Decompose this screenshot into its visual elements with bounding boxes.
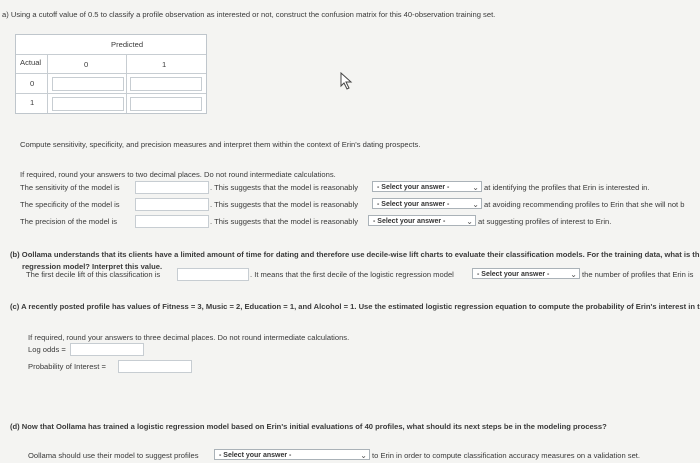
confusion-matrix	[15, 34, 207, 114]
precision-select-text: - Select your answer -	[373, 218, 446, 225]
sensitivity-input[interactable]	[135, 181, 209, 194]
first-decile-select[interactable]	[472, 268, 580, 279]
chevron-down-icon: ⌄	[466, 217, 473, 226]
chevron-down-icon: ⌄	[472, 200, 479, 209]
sensitivity-tail: at identifying the profiles that Erin is interested in.	[484, 183, 650, 192]
sensitivity-label: The sensitivity of the model is	[20, 183, 120, 192]
next-steps-tail: to Erin in order to compute classification accuracy measures on a validation set.	[372, 451, 641, 460]
precision-input[interactable]	[135, 215, 209, 228]
col-header-1: 1	[162, 60, 167, 69]
specificity-tail: at avoiding recommending profiles to Erin that she will not b	[484, 200, 685, 209]
actual-header: Actual	[20, 58, 42, 67]
first-decile-select-text: - Select your answer -	[477, 271, 550, 278]
specificity-select[interactable]	[372, 198, 482, 209]
specificity-input[interactable]	[135, 198, 209, 211]
sensitivity-suggest: . This suggests that the model is reasonably	[210, 183, 359, 192]
mouse-cursor-icon	[340, 72, 354, 90]
precision-label: The precision of the model is	[20, 217, 118, 226]
part-a-question: a) Using a cutoff value of 0.5 to classify a profile observation as interested or not, construct the confusion matrix for this 40-observation training set.	[2, 10, 496, 19]
cell-actual0-pred1[interactable]	[130, 77, 202, 91]
specificity-label: The specificity of the model is	[20, 200, 120, 209]
cell-actual1-pred0[interactable]	[52, 97, 124, 111]
next-steps-select[interactable]	[214, 449, 370, 460]
part-b-question-line1: (b) Oollama understands that its clients have a limited amount of time for dating and therefore use decile-wise lift charts to evaluate their classification models. For the training data, what is th	[10, 250, 700, 259]
col-header-0: 0	[84, 60, 89, 69]
probability-label: Probability of Interest =	[28, 362, 106, 371]
specificity-select-text: - Select your answer -	[377, 201, 450, 208]
cell-actual0-pred0[interactable]	[52, 77, 124, 91]
part-c-question: (c) A recently posted profile has values of Fitness = 3, Music = 2, Education = 1, and Alcohol = 1. Use the estimated logistic regression equation to compute the probability of Erin's interest in t	[10, 302, 700, 311]
chevron-down-icon: ⌄	[360, 451, 367, 460]
row-header-0: 0	[30, 79, 35, 88]
next-steps-select-text: - Select your answer -	[219, 452, 292, 459]
compute-instruction: Compute sensitivity, specificity, and precision measures and interpret them within the context of Erin's dating prospects.	[20, 140, 421, 149]
round-note-c: If required, round your answers to three decimal places. Do not round intermediate calculations.	[28, 333, 350, 342]
specificity-suggest: . This suggests that the model is reasonably	[210, 200, 359, 209]
precision-suggest: . This suggests that the model is reasonably	[210, 217, 359, 226]
precision-select[interactable]	[368, 215, 476, 226]
part-d-question: (d) Now that Oollama has trained a logistic regression model based on Erin's initial evaluations of 40 profiles, what should its next steps be in the modeling process?	[10, 422, 607, 431]
round-note-a: If required, round your answers to two decimal places. Do not round intermediate calculations.	[20, 170, 336, 179]
row-header-1: 1	[30, 98, 35, 107]
first-decile-label: The first decile lift of this classification is	[26, 270, 161, 279]
first-decile-tail: the number of profiles that Erin is	[582, 270, 694, 279]
part-b-question-line2: regression model? Interpret this value.	[22, 262, 163, 271]
cell-actual1-pred1[interactable]	[130, 97, 202, 111]
log-odds-label: Log odds =	[28, 345, 66, 354]
precision-tail: at suggesting profiles of interest to Erin.	[478, 217, 612, 226]
probability-input[interactable]	[118, 360, 192, 373]
first-decile-mid: . It means that the first decile of the logistic regression model	[250, 270, 454, 279]
chevron-down-icon: ⌄	[570, 270, 577, 279]
sensitivity-select-text: - Select your answer -	[377, 184, 450, 191]
chevron-down-icon: ⌄	[472, 183, 479, 192]
next-steps-label: Oollama should use their model to suggest profiles	[28, 451, 199, 460]
sensitivity-select[interactable]	[372, 181, 482, 192]
predicted-header: Predicted	[111, 40, 144, 49]
log-odds-input[interactable]	[70, 343, 144, 356]
first-decile-input[interactable]	[177, 268, 249, 281]
